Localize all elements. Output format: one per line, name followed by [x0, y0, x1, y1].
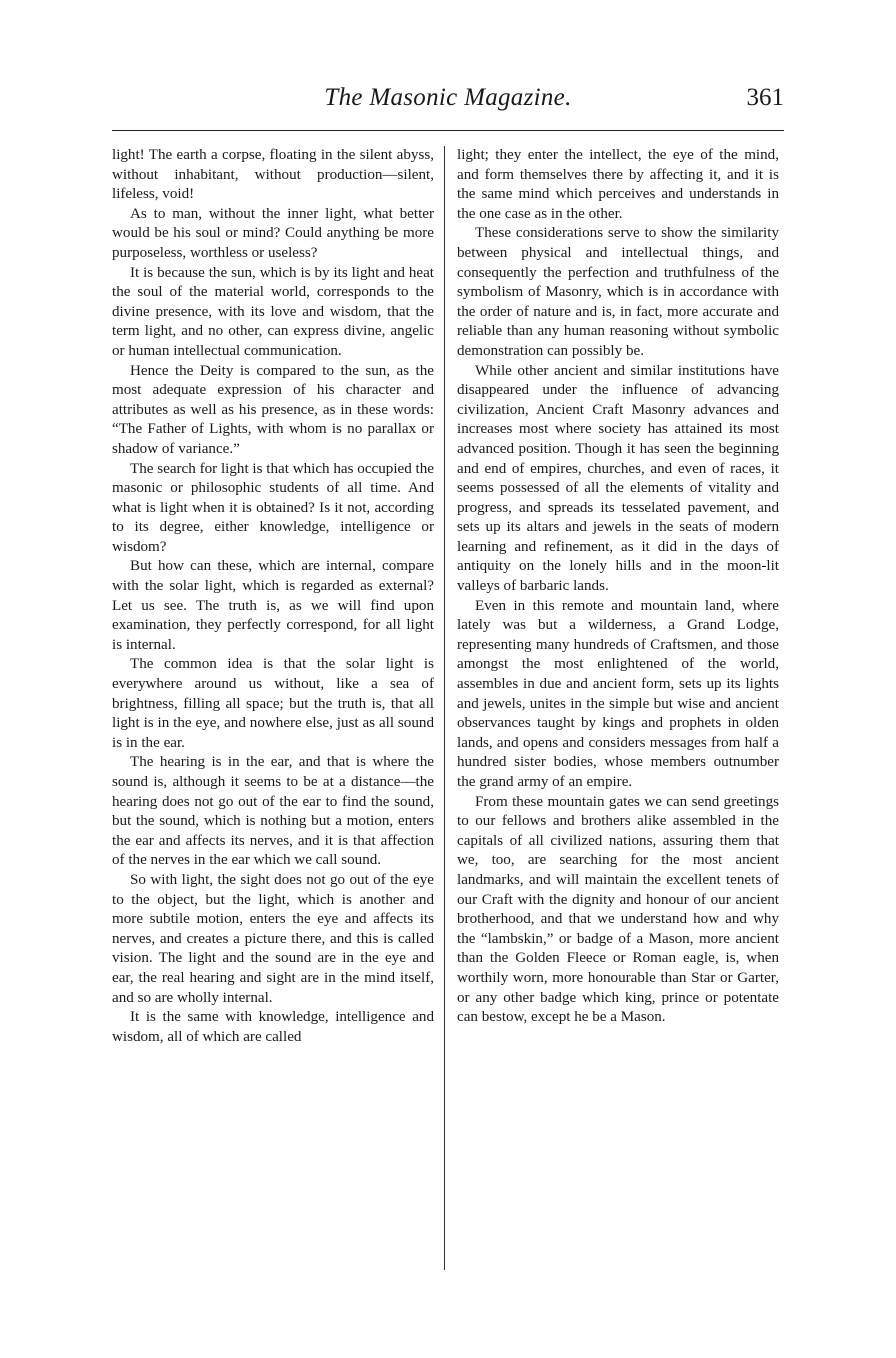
paragraph: It is because the sun, which is by its light and heat the soul of the material world, corresponds to the divine presence, with its love and wisdom, that the term light, and no other, can express divine, angelic or human intellectual communication.: [112, 264, 434, 359]
paragraph: While other ancient and similar institutions have disappeared under the influence of advancing civilization, Ancient Craft Masonry advances and increases most where society has attained its most advanced position. Though it has seen the beginning and end of empires, churches, and even of races, it seems possessed of all the elements of vitality and progress, and spreads its tesselated pavement, and sets up its altars and jewels in the seats of modern learning and refinement, as it did in the days of antiquity on the lonely hills and in the moon-lit valleys of barbaric lands.: [457, 362, 779, 595]
paragraph: light! The earth a corpse, floating in the silent abyss, without inhabitant, without production—silent, lifeless, void!: [112, 147, 434, 203]
paragraph: It is the same with knowledge, intelligence and wisdom, all of which are called: [112, 1009, 434, 1045]
page-number: 361: [746, 84, 784, 111]
paragraph: The search for light is that which has occupied the masonic or philosophic students of all time. And what is light when it is obtained? Is it not, according to its degree, either knowledge, intelligence or wisdom?: [112, 460, 434, 555]
running-title: The Masonic Magazine.: [324, 84, 572, 111]
paragraph: light; they enter the intellect, the eye of the mind, and form themselves there by affecting it, and it is the same mind which perceives and understands in the one case as in the other.: [457, 147, 779, 222]
paragraph: But how can these, which are internal, compare with the solar light, which is regarded as external? Let us see. The truth is, as we will find upon examination, they perfectly correspond, for all light is internal.: [112, 558, 434, 653]
paragraph: Hence the Deity is compared to the sun, as the most adequate expression of his character and attributes as well as his presence, as in these words: “The Father of Lights, with whom is no parallax or shadow of variance.”: [112, 362, 434, 457]
page-header: [112, 84, 784, 120]
paragraph: The hearing is in the ear, and that is where the sound is, although it seems to be at a distance—the hearing does not go out of the ear to find the sound, but the sound, which is nothing but a motion, enters the ear and affects its nerves, and it is that affection of the nerves in the ear which we call sound.: [112, 754, 434, 869]
paragraph: Even in this remote and mountain land, where lately was but a wilderness, a Grand Lodge, representing many hundreds of Craftsmen, and those amongst the most enlightened of the world, assembles in due and ancient form, sets up its lights and jewels, unites in the simple but wise and ancient observances taught by kings and prophets in olden lands, and opens and considers messages from half a hundred sister bodies, whose members outnumber the grand army of an empire.: [457, 597, 779, 790]
paragraph: From these mountain gates we can send greetings to our fellows and brothers alike assembled in the capitals of all civilized nations, assuring them that we, too, are searching for the most ancient landmarks, and will maintain the excellent tenets of our Craft with the dignity and honour of our ancient brotherhood, and that we understand how and why the “lambskin,” or badge of a Mason, more ancient than the Golden Fleece or Roman eagle, is, when worthily worn, more honourable than Star or Garter, or any other badge which king, prince or potentate can bestow, except he be a Mason.: [457, 793, 779, 1026]
paragraph: As to man, without the inner light, what better would be his soul or mind? Could anything be more purposeless, worthless or useless?: [112, 205, 434, 261]
paragraph: The common idea is that the solar light is everywhere around us without, like a sea of brightness, filling all space; but the truth is, that all light is in the eye, and nowhere else, just as all sound is in the ear.: [112, 656, 434, 751]
paragraph: So with light, the sight does not go out of the eye to the object, but the light, which is another and more subtile motion, enters the eye and affects its nerves, and creates a picture there, and this is called vision. The light and the sound are in the eye and ear, the real hearing and sight are in the mind itself, and so are wholly internal.: [112, 871, 434, 1006]
paragraph: These considerations serve to show the similarity between physical and intellectual things, and consequently the perfection and truthfulness of the symbolism of Masonry, which is in accordance with the order of nature and is, in fact, more accurate and reliable than any human reasoning without symbolic demonstration can possibly be.: [457, 225, 779, 359]
right-column: [457, 146, 779, 1028]
header-rule: [112, 130, 784, 131]
left-column: [112, 146, 434, 1047]
column-divider: [444, 146, 445, 1270]
